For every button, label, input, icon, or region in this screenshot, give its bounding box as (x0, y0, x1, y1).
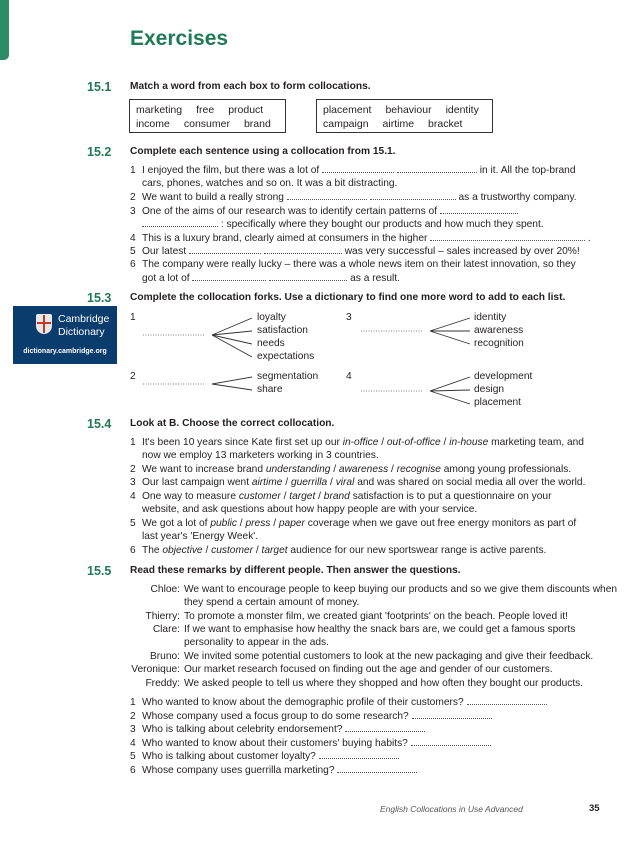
sentence-3: 3 One of the aims of our research was to identify certain patterns of (130, 204, 518, 218)
item-6: 6 The objective / customer / target audience for our new sportswear range is active parents. (130, 545, 547, 556)
fork-1-word: loyalty (257, 312, 286, 323)
sentence-4: 4 This is a luxury brand, clearly aimed at consumers in the higher . (130, 233, 591, 244)
speaker-remark: Clare: If we want to emphasise how healthy the snack bars are, we could get a famous sports personality to appear in the ads. (152, 624, 576, 649)
fork-4-word: design (474, 384, 505, 395)
speaker-remark: Chloe: We want to encourage people to keep buying our products and so we give them discounts when they spend a certain amount of money. (150, 584, 618, 609)
item-5-cont: last year's 'Energy Week'. (142, 531, 259, 542)
word: brand (243, 118, 271, 130)
question-5: 5 Who is talking about customer loyalty? (130, 749, 399, 763)
fork-4-word: development (474, 371, 533, 382)
word: airtime (382, 118, 415, 130)
exercise-number-15-5: 15.5 (87, 564, 112, 578)
item-1: 1 It's been 10 years since Kate first set up our in-office / out-of-office / in-house marketing team, and (130, 437, 584, 448)
logo-url: dictionary.cambridge.org (23, 348, 107, 355)
fork-4-number: 4 (346, 371, 352, 382)
word: campaign (323, 118, 369, 130)
fork-1-word: satisfaction (257, 325, 308, 336)
fork-4-word: placement (474, 397, 522, 408)
sentence-1-cont: cars, phones, watches and so on. It was a bit distracting. (142, 178, 398, 189)
logo-line2: Dictionary (58, 326, 105, 338)
exercise-instruction-15-3: Complete the collocation forks. Use a dictionary to find one more word to add to each list. (130, 292, 566, 303)
fork-1-word: expectations (257, 351, 315, 362)
sentence-6: 6 The company were really lucky – there was a whole news item on their latest innovation, so they (130, 259, 576, 270)
exercise-instruction-15-5: Read these remarks by different people. Then answer the questions. (130, 565, 461, 576)
logo-line1: Cambridge (58, 313, 110, 325)
sentence-5: 5 Our latest was very successful – sales increased by over 20%! (130, 246, 580, 257)
word: marketing (136, 104, 183, 116)
fork-2-number: 2 (130, 371, 136, 382)
item-5: 5 We got a lot of public / press / paper coverage when we gave out free energy monitors as part of (130, 518, 577, 529)
sentence-1: 1 I enjoyed the film, but there was a lot of in it. All the top-brand (130, 165, 576, 176)
question-4: 4 Who wanted to know about their customers' buying habits? (130, 736, 491, 750)
item-4: 4 One way to measure customer / target / brand satisfaction is to put a questionnaire on your (130, 491, 552, 502)
word: identity (445, 104, 479, 116)
exercise-instruction-15-4: Look at B. Choose the correct collocation. (130, 418, 335, 429)
question-1: 1 Who wanted to know about the demographic profile of their customers? (130, 695, 547, 709)
sentence-2: 2 We want to build a really strong as a trustworthy company. (130, 192, 577, 203)
fork-2-word: segmentation (257, 371, 319, 382)
fork-3-word: identity (474, 312, 507, 323)
fork-3-word: recognition (474, 338, 524, 349)
sentence-6-cont: got a lot of as a result. (142, 273, 400, 284)
exercise-number-15-3: 15.3 (87, 291, 112, 305)
exercise-number-15-4: 15.4 (87, 417, 112, 431)
footer-book-title: English Collocations in Use Advanced (380, 804, 523, 814)
speaker-remark: Veronique: Our market research focused on finding out the age and gender of our customers. (131, 664, 553, 675)
speaker-remark: Bruno: We invited some potential customers to look at the new packaging and give their feedback. (149, 651, 594, 662)
question-6: 6 Whose company uses guerrilla marketing? (130, 763, 417, 777)
fork-1-word: needs (257, 338, 285, 349)
speaker-remark: Thierry: To promote a monster film, we created giant 'footprints' on the beach. People loved it! (145, 611, 568, 622)
question-2: 2 Whose company used a focus group to do some research? (130, 709, 492, 723)
exercise-instruction-15-2: Complete each sentence using a collocation from 15.1. (130, 146, 396, 157)
word: income (136, 118, 170, 130)
sentence-3-cont: : specifically where they bought our products and how much they spent. (130, 217, 544, 231)
fork-3-word: awareness (474, 325, 524, 336)
fork-1-number: 1 (130, 312, 136, 323)
question-3: 3 Who is talking about celebrity endorsement? (130, 722, 425, 736)
word: behaviour (385, 104, 432, 116)
word: bracket (428, 118, 463, 130)
word: placement (323, 104, 372, 116)
exercise-number-15-2: 15.2 (87, 145, 112, 159)
page-title: Exercises (130, 27, 229, 50)
exercise-number-15-1: 15.1 (87, 80, 112, 94)
word: free (196, 104, 215, 116)
fork-3-number: 3 (346, 312, 352, 323)
item-3: 3 Our last campaign went airtime / guerrilla / viral and was shared on social media all over the world. (130, 477, 586, 488)
page-number: 35 (589, 803, 600, 814)
exercise-instruction-15-1: Match a word from each box to form collocations. (130, 81, 371, 92)
item-1-cont: now we employ 13 marketers working in 3 countries. (142, 450, 379, 461)
item-4-cont: website, and ask questions about how happy people are with your service. (142, 504, 478, 515)
item-2: 2 We want to increase brand understanding / awareness / recognise among young professionals. (130, 464, 572, 475)
word: consumer (183, 118, 230, 130)
fork-2-word: share (257, 384, 283, 395)
speaker-remark: Freddy: We asked people to tell us where they shopped and how often they bought our products. (145, 678, 584, 689)
word: product (228, 104, 264, 116)
